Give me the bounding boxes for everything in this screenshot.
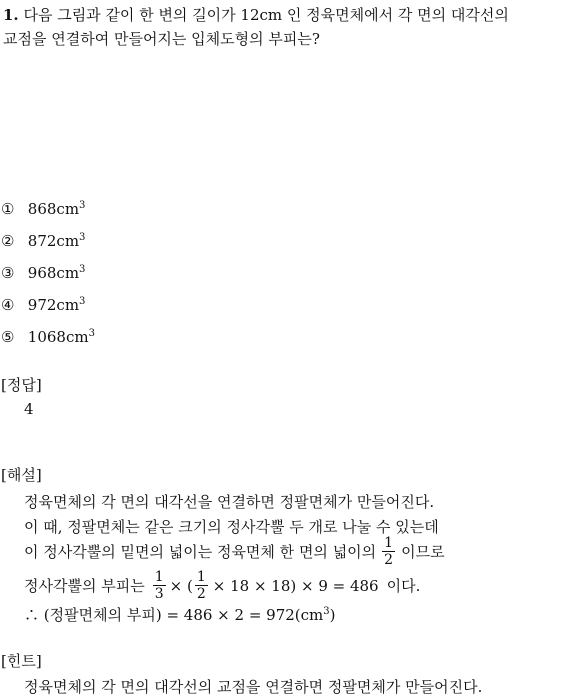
choice-1[interactable] bbox=[1, 200, 85, 218]
choice-value: 968cm bbox=[27, 264, 80, 282]
explanation-line-5-end: ) bbox=[329, 606, 336, 624]
fraction-numerator: 1 bbox=[196, 569, 206, 585]
hint-header: [힌트] bbox=[1, 652, 42, 670]
choice-marker: ② bbox=[1, 232, 15, 250]
explanation-line-4-mid: × ( bbox=[169, 576, 193, 595]
choice-value: 872cm bbox=[27, 232, 80, 250]
fraction-denominator: 2 bbox=[384, 552, 394, 568]
explanation-line-5-text: ∴ (정팔면체의 부피) = 486 × 2 = 972(cm bbox=[24, 606, 324, 624]
answer-value: 4 bbox=[24, 400, 34, 418]
choice-exponent: 3 bbox=[88, 328, 95, 339]
question-line-1 bbox=[3, 4, 509, 25]
explanation-line-3-text: 이 정사각뿔의 밑면의 넓이는 정육면체 한 면의 넓이의 bbox=[24, 543, 377, 561]
explanation-line-2: 이 때, 정팔면체는 같은 크기의 정사각뿔 두 개로 나눌 수 있는데 bbox=[24, 518, 439, 536]
explanation-line-4 bbox=[24, 570, 420, 601]
explanation-line-3-end: 이므로 bbox=[401, 543, 445, 561]
explanation-line-5 bbox=[24, 604, 336, 625]
explanation-exponent: 3 bbox=[323, 606, 330, 617]
choice-exponent: 3 bbox=[79, 296, 86, 307]
choice-4[interactable] bbox=[1, 296, 85, 314]
explanation-line-4-text: 정사각뿔의 부피는 bbox=[24, 577, 145, 595]
choice-value: 1068cm bbox=[27, 328, 89, 346]
explanation-line-4-calc: × 18 × 18) × 9 = 486 bbox=[212, 576, 379, 595]
choice-exponent: 3 bbox=[79, 200, 86, 211]
fraction-numerator: 1 bbox=[384, 535, 394, 551]
hint-line-1: 정육면체의 각 면의 대각선의 교점을 연결하면 정팔면체가 만들어진다. bbox=[24, 678, 483, 696]
explanation-header: [해설] bbox=[1, 466, 42, 484]
question-text-2: 교점을 연결하여 만들어지는 입체도형의 부피는? bbox=[3, 30, 320, 48]
answer-header: [정답] bbox=[1, 376, 42, 394]
choice-exponent: 3 bbox=[79, 232, 86, 243]
explanation-line-4-end: 이다. bbox=[386, 577, 421, 595]
fraction-numerator: 1 bbox=[154, 569, 164, 585]
choice-exponent: 3 bbox=[79, 264, 86, 275]
fraction-one-third bbox=[153, 570, 166, 601]
choice-marker: ⑤ bbox=[1, 328, 15, 346]
question-text-1: 다음 그림과 같이 한 변의 길이가 12cm 인 정육면체에서 각 면의 대각선의 bbox=[23, 6, 509, 24]
question-number: 1. bbox=[3, 6, 19, 24]
choice-value: 972cm bbox=[27, 296, 80, 314]
choice-marker: ① bbox=[1, 200, 15, 218]
explanation-line-1: 정육면체의 각 면의 대각선을 연결하면 정팔면체가 만들어진다. bbox=[24, 493, 435, 511]
fraction-one-half bbox=[382, 536, 395, 567]
fraction-denominator: 2 bbox=[196, 586, 206, 602]
explanation-line-3 bbox=[24, 536, 445, 567]
choice-marker: ④ bbox=[1, 296, 15, 314]
fraction-one-half-2 bbox=[195, 570, 208, 601]
fraction-denominator: 3 bbox=[154, 586, 164, 602]
choice-3[interactable] bbox=[1, 264, 85, 282]
choice-5[interactable] bbox=[1, 328, 95, 346]
choice-2[interactable] bbox=[1, 232, 85, 250]
choice-marker: ③ bbox=[1, 264, 15, 282]
choice-value: 868cm bbox=[27, 200, 80, 218]
